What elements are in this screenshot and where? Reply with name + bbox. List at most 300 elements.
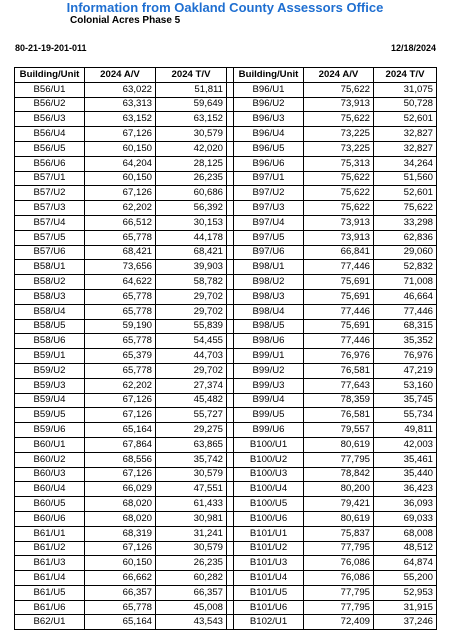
assessed-value-cell: 67,126 bbox=[85, 467, 156, 482]
building-unit-cell: B99/U6 bbox=[234, 423, 304, 438]
assessed-value-cell: 75,622 bbox=[304, 82, 374, 97]
building-unit-cell: B60/U6 bbox=[15, 511, 85, 526]
building-unit-cell: B60/U1 bbox=[15, 437, 85, 452]
column-gap bbox=[227, 408, 234, 423]
taxable-value-cell: 55,200 bbox=[374, 571, 437, 586]
building-unit-cell: B59/U2 bbox=[15, 363, 85, 378]
taxable-value-cell: 44,178 bbox=[156, 230, 227, 245]
building-unit-cell: B100/U5 bbox=[234, 497, 304, 512]
taxable-value-cell: 42,003 bbox=[374, 437, 437, 452]
taxable-value-cell: 29,702 bbox=[156, 304, 227, 319]
building-unit-cell: B101/U3 bbox=[234, 556, 304, 571]
taxable-value-cell: 34,264 bbox=[374, 156, 437, 171]
building-unit-cell: B98/U5 bbox=[234, 319, 304, 334]
building-unit-cell: B97/U4 bbox=[234, 215, 304, 230]
taxable-value-cell: 30,981 bbox=[156, 511, 227, 526]
assessed-value-cell: 77,795 bbox=[304, 600, 374, 615]
assessed-value-cell: 65,379 bbox=[85, 349, 156, 364]
taxable-value-cell: 35,352 bbox=[374, 334, 437, 349]
assessed-value-cell: 65,778 bbox=[85, 304, 156, 319]
column-gap bbox=[227, 245, 234, 260]
assessed-value-cell: 63,313 bbox=[85, 97, 156, 112]
building-unit-cell: B97/U1 bbox=[234, 171, 304, 186]
building-unit-cell: B56/U6 bbox=[15, 156, 85, 171]
taxable-value-cell: 52,832 bbox=[374, 260, 437, 275]
column-gap bbox=[227, 127, 234, 142]
table-row bbox=[15, 97, 437, 112]
assessed-value-cell: 76,581 bbox=[304, 363, 374, 378]
taxable-value-cell: 30,153 bbox=[156, 215, 227, 230]
taxable-value-cell: 54,455 bbox=[156, 334, 227, 349]
table-row bbox=[15, 289, 437, 304]
taxable-value-cell: 55,734 bbox=[374, 408, 437, 423]
assessed-value-cell: 77,446 bbox=[304, 304, 374, 319]
column-gap bbox=[227, 541, 234, 556]
taxable-value-cell: 47,551 bbox=[156, 482, 227, 497]
column-gap bbox=[227, 82, 234, 97]
assessed-value-cell: 66,662 bbox=[85, 571, 156, 586]
assessed-value-cell: 73,913 bbox=[304, 230, 374, 245]
table-row bbox=[15, 186, 437, 201]
col-header-building-unit: Building/Unit bbox=[234, 68, 304, 83]
building-unit-cell: B98/U3 bbox=[234, 289, 304, 304]
building-unit-cell: B96/U2 bbox=[234, 97, 304, 112]
column-gap bbox=[227, 571, 234, 586]
taxable-value-cell: 55,727 bbox=[156, 408, 227, 423]
assessed-value-cell: 75,837 bbox=[304, 526, 374, 541]
assessed-value-cell: 75,691 bbox=[304, 319, 374, 334]
column-gap bbox=[227, 112, 234, 127]
column-gap bbox=[227, 556, 234, 571]
building-unit-cell: B57/U4 bbox=[15, 215, 85, 230]
building-unit-cell: B61/U3 bbox=[15, 556, 85, 571]
building-unit-cell: B97/U5 bbox=[234, 230, 304, 245]
taxable-value-cell: 55,839 bbox=[156, 319, 227, 334]
taxable-value-cell: 52,953 bbox=[374, 585, 437, 600]
building-unit-cell: B58/U3 bbox=[15, 289, 85, 304]
building-unit-cell: B97/U6 bbox=[234, 245, 304, 260]
table-row bbox=[15, 156, 437, 171]
column-gap bbox=[227, 97, 234, 112]
assessed-value-cell: 62,202 bbox=[85, 201, 156, 216]
building-unit-cell: B58/U5 bbox=[15, 319, 85, 334]
building-unit-cell: B97/U2 bbox=[234, 186, 304, 201]
assessed-value-cell: 67,126 bbox=[85, 541, 156, 556]
assessed-value-cell: 75,622 bbox=[304, 112, 374, 127]
assessed-value-cell: 65,164 bbox=[85, 615, 156, 630]
building-unit-cell: B100/U4 bbox=[234, 482, 304, 497]
building-unit-cell: B100/U6 bbox=[234, 511, 304, 526]
taxable-value-cell: 71,008 bbox=[374, 275, 437, 290]
building-unit-cell: B98/U4 bbox=[234, 304, 304, 319]
taxable-value-cell: 77,446 bbox=[374, 304, 437, 319]
building-unit-cell: B59/U6 bbox=[15, 423, 85, 438]
column-gap bbox=[227, 452, 234, 467]
assessed-value-cell: 75,691 bbox=[304, 289, 374, 304]
taxable-value-cell: 46,664 bbox=[374, 289, 437, 304]
assessed-value-cell: 77,795 bbox=[304, 585, 374, 600]
building-unit-cell: B101/U6 bbox=[234, 600, 304, 615]
table-row bbox=[15, 511, 437, 526]
table-row bbox=[15, 556, 437, 571]
column-gap bbox=[227, 467, 234, 482]
column-gap bbox=[227, 511, 234, 526]
column-gap bbox=[227, 304, 234, 319]
taxable-value-cell: 68,315 bbox=[374, 319, 437, 334]
column-gap bbox=[227, 334, 234, 349]
column-gap bbox=[227, 526, 234, 541]
assessed-value-cell: 65,778 bbox=[85, 334, 156, 349]
assessed-value-cell: 68,020 bbox=[85, 497, 156, 512]
assessed-value-cell: 66,841 bbox=[304, 245, 374, 260]
building-unit-cell: B57/U1 bbox=[15, 171, 85, 186]
building-unit-cell: B96/U4 bbox=[234, 127, 304, 142]
assessed-value-cell: 67,126 bbox=[85, 127, 156, 142]
column-gap bbox=[227, 289, 234, 304]
taxable-value-cell: 48,512 bbox=[374, 541, 437, 556]
table-row bbox=[15, 482, 437, 497]
building-unit-cell: B101/U5 bbox=[234, 585, 304, 600]
taxable-value-cell: 52,601 bbox=[374, 186, 437, 201]
taxable-value-cell: 52,601 bbox=[374, 112, 437, 127]
column-gap bbox=[227, 201, 234, 216]
building-unit-cell: B98/U2 bbox=[234, 275, 304, 290]
report-date: 12/18/2024 bbox=[390, 43, 436, 53]
table-row bbox=[15, 334, 437, 349]
table-row bbox=[15, 141, 437, 156]
table-row bbox=[15, 304, 437, 319]
table-row bbox=[15, 349, 437, 364]
assessed-value-cell: 73,225 bbox=[304, 141, 374, 156]
building-unit-cell: B100/U3 bbox=[234, 467, 304, 482]
building-unit-cell: B58/U6 bbox=[15, 334, 85, 349]
taxable-value-cell: 44,703 bbox=[156, 349, 227, 364]
taxable-value-cell: 75,622 bbox=[374, 201, 437, 216]
taxable-value-cell: 64,874 bbox=[374, 556, 437, 571]
building-unit-cell: B97/U3 bbox=[234, 201, 304, 216]
taxable-value-cell: 36,093 bbox=[374, 497, 437, 512]
subdivision-name: Colonial Acres Phase 5 bbox=[70, 15, 181, 26]
column-gap bbox=[227, 230, 234, 245]
taxable-value-cell: 60,282 bbox=[156, 571, 227, 586]
col-header-assessed-value: 2024 A/V bbox=[304, 68, 374, 83]
assessed-value-cell: 67,864 bbox=[85, 437, 156, 452]
table-row bbox=[15, 452, 437, 467]
assessed-value-cell: 62,202 bbox=[85, 378, 156, 393]
taxable-value-cell: 28,125 bbox=[156, 156, 227, 171]
building-unit-cell: B98/U6 bbox=[234, 334, 304, 349]
building-unit-cell: B99/U5 bbox=[234, 408, 304, 423]
column-gap bbox=[227, 393, 234, 408]
column-gap bbox=[227, 171, 234, 186]
assessed-value-cell: 75,622 bbox=[304, 186, 374, 201]
assessed-value-cell: 76,086 bbox=[304, 571, 374, 586]
building-unit-cell: B56/U3 bbox=[15, 112, 85, 127]
building-unit-cell: B59/U4 bbox=[15, 393, 85, 408]
taxable-value-cell: 31,075 bbox=[374, 82, 437, 97]
taxable-value-cell: 30,579 bbox=[156, 541, 227, 556]
taxable-value-cell: 26,235 bbox=[156, 171, 227, 186]
building-unit-cell: B58/U2 bbox=[15, 275, 85, 290]
taxable-value-cell: 32,827 bbox=[374, 127, 437, 142]
column-gap bbox=[227, 600, 234, 615]
assessed-value-cell: 77,795 bbox=[304, 541, 374, 556]
column-gap bbox=[227, 437, 234, 452]
table-row bbox=[15, 378, 437, 393]
building-unit-cell: B59/U3 bbox=[15, 378, 85, 393]
assessed-value-cell: 79,421 bbox=[304, 497, 374, 512]
taxable-value-cell: 62,836 bbox=[374, 230, 437, 245]
taxable-value-cell: 29,275 bbox=[156, 423, 227, 438]
building-unit-cell: B99/U4 bbox=[234, 393, 304, 408]
taxable-value-cell: 50,728 bbox=[374, 97, 437, 112]
assessed-value-cell: 77,446 bbox=[304, 334, 374, 349]
assessed-value-cell: 75,313 bbox=[304, 156, 374, 171]
column-gap bbox=[227, 156, 234, 171]
column-gap bbox=[227, 349, 234, 364]
assessed-value-cell: 73,913 bbox=[304, 215, 374, 230]
taxable-value-cell: 45,008 bbox=[156, 600, 227, 615]
taxable-value-cell: 69,033 bbox=[374, 511, 437, 526]
taxable-value-cell: 33,298 bbox=[374, 215, 437, 230]
building-unit-cell: B61/U5 bbox=[15, 585, 85, 600]
building-unit-cell: B99/U3 bbox=[234, 378, 304, 393]
table-row bbox=[15, 571, 437, 586]
taxable-value-cell: 36,423 bbox=[374, 482, 437, 497]
building-unit-cell: B99/U1 bbox=[234, 349, 304, 364]
assessed-value-cell: 65,778 bbox=[85, 600, 156, 615]
taxable-value-cell: 56,392 bbox=[156, 201, 227, 216]
building-unit-cell: B61/U2 bbox=[15, 541, 85, 556]
taxable-value-cell: 35,742 bbox=[156, 452, 227, 467]
building-unit-cell: B100/U2 bbox=[234, 452, 304, 467]
assessed-value-cell: 65,778 bbox=[85, 230, 156, 245]
table-row bbox=[15, 585, 437, 600]
taxable-value-cell: 76,976 bbox=[374, 349, 437, 364]
column-gap bbox=[227, 186, 234, 201]
assessed-value-cell: 63,022 bbox=[85, 82, 156, 97]
assessed-value-cell: 68,020 bbox=[85, 511, 156, 526]
building-unit-cell: B61/U4 bbox=[15, 571, 85, 586]
building-unit-cell: B98/U1 bbox=[234, 260, 304, 275]
building-unit-cell: B99/U2 bbox=[234, 363, 304, 378]
building-unit-cell: B96/U6 bbox=[234, 156, 304, 171]
building-unit-cell: B62/U1 bbox=[15, 615, 85, 630]
assessed-value-cell: 60,150 bbox=[85, 141, 156, 156]
column-gap bbox=[227, 319, 234, 334]
building-unit-cell: B60/U5 bbox=[15, 497, 85, 512]
col-header-taxable-value: 2024 T/V bbox=[156, 68, 227, 83]
column-gap bbox=[227, 215, 234, 230]
building-unit-cell: B60/U3 bbox=[15, 467, 85, 482]
assessed-value-cell: 67,126 bbox=[85, 408, 156, 423]
taxable-value-cell: 30,579 bbox=[156, 127, 227, 142]
taxable-value-cell: 58,782 bbox=[156, 275, 227, 290]
table-row bbox=[15, 467, 437, 482]
table-row bbox=[15, 260, 437, 275]
taxable-value-cell: 66,357 bbox=[156, 585, 227, 600]
assessed-value-cell: 60,150 bbox=[85, 556, 156, 571]
assessed-value-cell: 72,409 bbox=[304, 615, 374, 630]
building-unit-cell: B96/U5 bbox=[234, 141, 304, 156]
table-row bbox=[15, 319, 437, 334]
building-unit-cell: B58/U1 bbox=[15, 260, 85, 275]
table-body bbox=[15, 82, 437, 629]
table-row bbox=[15, 82, 437, 97]
assessed-value-cell: 73,656 bbox=[85, 260, 156, 275]
taxable-value-cell: 60,686 bbox=[156, 186, 227, 201]
building-unit-cell: B56/U1 bbox=[15, 82, 85, 97]
table-row bbox=[15, 112, 437, 127]
column-gap bbox=[227, 275, 234, 290]
assessed-value-cell: 76,976 bbox=[304, 349, 374, 364]
building-unit-cell: B60/U4 bbox=[15, 482, 85, 497]
parcel-number: 80-21-19-201-011 bbox=[15, 43, 87, 53]
assessed-value-cell: 73,913 bbox=[304, 97, 374, 112]
assessed-value-cell: 67,126 bbox=[85, 186, 156, 201]
table-row bbox=[15, 600, 437, 615]
assessed-value-cell: 59,190 bbox=[85, 319, 156, 334]
building-unit-cell: B59/U5 bbox=[15, 408, 85, 423]
column-gap bbox=[227, 141, 234, 156]
taxable-value-cell: 45,482 bbox=[156, 393, 227, 408]
taxable-value-cell: 59,649 bbox=[156, 97, 227, 112]
taxable-value-cell: 49,811 bbox=[374, 423, 437, 438]
column-gap bbox=[227, 615, 234, 630]
taxable-value-cell: 29,702 bbox=[156, 363, 227, 378]
taxable-value-cell: 31,915 bbox=[374, 600, 437, 615]
taxable-value-cell: 53,160 bbox=[374, 378, 437, 393]
col-header-assessed-value: 2024 A/V bbox=[85, 68, 156, 83]
building-unit-cell: B61/U1 bbox=[15, 526, 85, 541]
column-gap bbox=[227, 68, 234, 83]
col-header-building-unit: Building/Unit bbox=[15, 68, 85, 83]
building-unit-cell: B56/U5 bbox=[15, 141, 85, 156]
table-row bbox=[15, 230, 437, 245]
assessed-value-cell: 63,152 bbox=[85, 112, 156, 127]
assessed-value-cell: 76,581 bbox=[304, 408, 374, 423]
taxable-value-cell: 29,060 bbox=[374, 245, 437, 260]
building-unit-cell: B57/U2 bbox=[15, 186, 85, 201]
taxable-value-cell: 30,579 bbox=[156, 467, 227, 482]
assessed-value-cell: 68,421 bbox=[85, 245, 156, 260]
assessed-value-cell: 75,622 bbox=[304, 201, 374, 216]
taxable-value-cell: 39,903 bbox=[156, 260, 227, 275]
building-unit-cell: B100/U1 bbox=[234, 437, 304, 452]
taxable-value-cell: 42,020 bbox=[156, 141, 227, 156]
assessed-value-cell: 60,150 bbox=[85, 171, 156, 186]
taxable-value-cell: 68,008 bbox=[374, 526, 437, 541]
table-row bbox=[15, 526, 437, 541]
table-row bbox=[15, 275, 437, 290]
assessed-value-cell: 64,622 bbox=[85, 275, 156, 290]
assessed-value-cell: 68,556 bbox=[85, 452, 156, 467]
assessed-value-cell: 73,225 bbox=[304, 127, 374, 142]
page-title: Information from Oakland County Assessors Office bbox=[66, 0, 384, 15]
assessed-value-cell: 77,643 bbox=[304, 378, 374, 393]
taxable-value-cell: 35,440 bbox=[374, 467, 437, 482]
table-row bbox=[15, 363, 437, 378]
taxable-value-cell: 63,152 bbox=[156, 112, 227, 127]
assessed-value-cell: 75,691 bbox=[304, 275, 374, 290]
table-row bbox=[15, 437, 437, 452]
taxable-value-cell: 32,827 bbox=[374, 141, 437, 156]
assessed-value-cell: 68,319 bbox=[85, 526, 156, 541]
assessed-value-cell: 80,619 bbox=[304, 511, 374, 526]
column-gap bbox=[227, 260, 234, 275]
building-unit-cell: B101/U1 bbox=[234, 526, 304, 541]
building-unit-cell: B96/U1 bbox=[234, 82, 304, 97]
table-row bbox=[15, 393, 437, 408]
assessed-value-cell: 66,512 bbox=[85, 215, 156, 230]
column-gap bbox=[227, 585, 234, 600]
building-unit-cell: B58/U4 bbox=[15, 304, 85, 319]
building-unit-cell: B60/U2 bbox=[15, 452, 85, 467]
assessed-value-cell: 64,204 bbox=[85, 156, 156, 171]
table-row bbox=[15, 171, 437, 186]
building-unit-cell: B59/U1 bbox=[15, 349, 85, 364]
table-row bbox=[15, 127, 437, 142]
building-unit-cell: B57/U5 bbox=[15, 230, 85, 245]
table-row bbox=[15, 423, 437, 438]
header-row bbox=[15, 68, 437, 83]
assessed-value-cell: 65,778 bbox=[85, 363, 156, 378]
taxable-value-cell: 37,246 bbox=[374, 615, 437, 630]
building-unit-cell: B56/U4 bbox=[15, 127, 85, 142]
assessed-value-cell: 80,619 bbox=[304, 437, 374, 452]
taxable-value-cell: 63,865 bbox=[156, 437, 227, 452]
taxable-value-cell: 31,241 bbox=[156, 526, 227, 541]
taxable-value-cell: 51,811 bbox=[156, 82, 227, 97]
table-row bbox=[15, 615, 437, 630]
building-unit-cell: B57/U6 bbox=[15, 245, 85, 260]
col-header-taxable-value: 2024 T/V bbox=[374, 68, 437, 83]
assessed-value-cell: 77,446 bbox=[304, 260, 374, 275]
taxable-value-cell: 61,433 bbox=[156, 497, 227, 512]
assessed-value-cell: 79,557 bbox=[304, 423, 374, 438]
assessed-value-cell: 78,359 bbox=[304, 393, 374, 408]
assessed-value-cell: 78,842 bbox=[304, 467, 374, 482]
column-gap bbox=[227, 423, 234, 438]
table-row bbox=[15, 541, 437, 556]
assessed-value-cell: 77,795 bbox=[304, 452, 374, 467]
assessed-value-cell: 66,029 bbox=[85, 482, 156, 497]
table-row bbox=[15, 215, 437, 230]
building-unit-cell: B101/U4 bbox=[234, 571, 304, 586]
assessed-value-cell: 67,126 bbox=[85, 393, 156, 408]
taxable-value-cell: 26,235 bbox=[156, 556, 227, 571]
column-gap bbox=[227, 363, 234, 378]
column-gap bbox=[227, 497, 234, 512]
taxable-value-cell: 68,421 bbox=[156, 245, 227, 260]
table-row bbox=[15, 201, 437, 216]
assessed-value-cell: 75,622 bbox=[304, 171, 374, 186]
assessment-table bbox=[14, 67, 437, 630]
building-unit-cell: B102/U1 bbox=[234, 615, 304, 630]
taxable-value-cell: 35,461 bbox=[374, 452, 437, 467]
table-row bbox=[15, 408, 437, 423]
taxable-value-cell: 29,702 bbox=[156, 289, 227, 304]
column-gap bbox=[227, 378, 234, 393]
taxable-value-cell: 27,374 bbox=[156, 378, 227, 393]
table-row bbox=[15, 497, 437, 512]
assessed-value-cell: 66,357 bbox=[85, 585, 156, 600]
column-gap bbox=[227, 482, 234, 497]
building-unit-cell: B96/U3 bbox=[234, 112, 304, 127]
taxable-value-cell: 51,560 bbox=[374, 171, 437, 186]
building-unit-cell: B56/U2 bbox=[15, 97, 85, 112]
taxable-value-cell: 43,543 bbox=[156, 615, 227, 630]
